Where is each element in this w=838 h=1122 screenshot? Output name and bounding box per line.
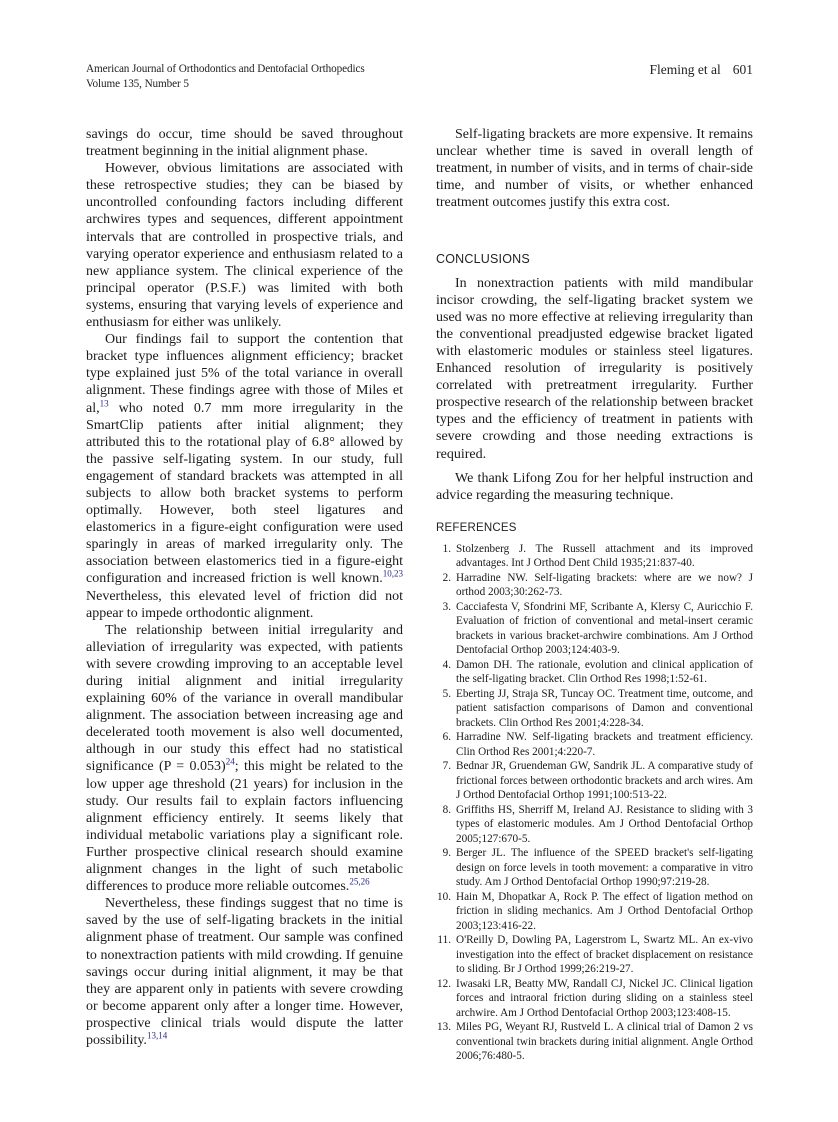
- paragraph: However, obvious limitations are associated with these retrospective studies; they can be biased by uncontrolled confounding factors including different archwires types and sequences, different appointment intervals that are controlled in prospective trials, and varying operator experience and enthusiasm related to a new appliance system. The clinical experience of the principal operator (P.S.F.) was limited with both systems, ensuring that varying levels of experience and enthusiasm for either was unlikely.: [86, 161, 403, 331]
- reference-number: 1.: [442, 542, 451, 555]
- text-run: Nevertheless, these findings suggest that no time is saved by the use of self-ligating brackets in the initial alignment phase of treatment. Our sample was confined to nonextraction patients with mild crowding. If genuine savings occur during initial alignment, it may be that they are apparent only in patients with severe crowding or become apparent only after a longer time. However, prospective clinical trials would dispute the latter possibility.: [86, 896, 403, 1048]
- reference-text: Cacciafesta V, Sfondrini MF, Scribante A, Klersy C, Auricchio F. Evaluation of friction of conventional and metal-insert ceramic brackets in various bracket-archwire combinations. Am J Orthod Dentofacial Orthop 2003;124:403-9.: [456, 600, 753, 657]
- reference-text: Damon DH. The rationale, evolution and clinical application of the self-ligating bracket. Clin Orthod Res 1998;1:52-61.: [456, 658, 753, 686]
- left-column: [86, 126, 403, 1049]
- author-page: [650, 62, 754, 77]
- reference-text: Harradine NW. Self-ligating brackets: where are we now? J orthod 2003;30:262-73.: [456, 571, 753, 599]
- text-run: who noted 0.7 mm more irregularity in the SmartClip patients after initial alignment; they attributed this to the rotational play of 6.8° allowed by the passive self-ligating system. In our study, full engagement of standard brackets was attempted in all subjects to allow both bracket systems to perform optimally. However, both steel ligatures and elastomerics in a figure-eight configuration were used sparingly in areas of marked irregularity only. The association between elastomerics tied in a figure-eight configuration and increased friction is well known.: [86, 400, 403, 587]
- reference-text: Stolzenberg J. The Russell attachment and its improved advantages. Int J Orthod Dent Child 1935;21:837-40.: [456, 542, 753, 570]
- citation-link[interactable]: 24: [225, 756, 235, 767]
- paragraph: [86, 331, 403, 622]
- paragraph: savings do occur, time should be saved throughout treatment beginning in the initial alignment phase.: [86, 127, 403, 160]
- conclusions-paragraph: In nonextraction patients with mild mandibular incisor crowding, the self-ligating bracket system we used was no more effective at relieving irregularity than the conventional preadjusted edgewise bracket ligated with elastomeric modules or stainless steel ligatures. Enhanced resolution of irregularity is positively correlated with pretreatment irregularity. Further prospective research of the relationship between bracket types and the efficiency of treatment in patients with severe crowding and those needing extractions is required.: [436, 275, 753, 462]
- reference-text: Eberting JJ, Straja SR, Tuncay OC. Treatment time, outcome, and patient satisfaction comparisons of Damon and conventional brackets. Clin Orthod Res 2001;4:228-34.: [456, 687, 753, 729]
- reference-number: 2.: [442, 571, 451, 584]
- running-authors: Fleming et al: [649, 62, 721, 77]
- reference-number: 5.: [442, 687, 451, 700]
- reference-item: [436, 977, 753, 1021]
- reference-number: 4.: [442, 658, 451, 671]
- reference-number: 10.: [437, 890, 451, 903]
- reference-item: [436, 687, 753, 731]
- reference-item: [436, 571, 753, 600]
- journal-title: American Journal of Orthodontics and Dentofacial Orthopedics: [86, 63, 365, 75]
- text-run: Our findings fail to support the contention that bracket type influences alignment efficiency; bracket type explained just 5% of the total variance in overall alignment. These findings agree with those of Miles et al,: [86, 332, 403, 416]
- reference-item: [436, 542, 753, 571]
- text-run: Nevertheless, this elevated level of friction did not appear to impede orthodontic alignment.: [86, 588, 403, 621]
- reference-item: [436, 803, 753, 847]
- reference-text: Harradine NW. Self-ligating brackets and treatment efficiency. Clin Orthod Res 2001;4:220-7.: [456, 731, 753, 758]
- citation-link[interactable]: 25,26: [349, 876, 370, 887]
- citation-link[interactable]: 10,23: [382, 568, 403, 579]
- reference-text: Bednar JR, Gruendeman GW, Sandrik JL. A comparative study of frictional forces between orthodontic brackets and arch wires. Am J Orthod Dentofacial Orthop 1991;100:513-22.: [456, 760, 753, 802]
- reference-number: 12.: [437, 977, 451, 990]
- paragraph: Self-ligating brackets are more expensive. It remains unclear whether time is saved in overall length of treatment, in number of visits, and in terms of chair-side time, and number of visits, or whether enhanced treatment outcomes justify this extra cost.: [436, 127, 753, 211]
- reference-number: 7.: [442, 760, 451, 773]
- reference-text: Miles PG, Weyant RJ, Rustveld L. A clinical trial of Damon 2 vs conventional twin brackets during initial alignment. Angle Orthod 2006;76:480-5.: [456, 1021, 753, 1063]
- reference-item: [436, 933, 753, 977]
- reference-text: O'Reilly D, Dowling PA, Lagerstrom L, Swartz ML. An ex-vivo investigation into the effect of bracket displacement on resistance to sliding. Br J Orthod 1999;26:219-27.: [456, 934, 753, 976]
- acknowledgment-paragraph: We thank Lifong Zou for her helpful instruction and advice regarding the measuring technique.: [436, 470, 753, 503]
- section-heading-references: REFERENCES: [436, 521, 517, 534]
- right-column: [436, 126, 753, 1064]
- reference-item: [436, 658, 753, 687]
- citation-link[interactable]: 13: [99, 397, 109, 408]
- page-number: 601: [732, 62, 753, 77]
- reference-text: Iwasaki LR, Beatty MW, Randall CJ, Nickel JC. Clinical ligation forces and intraoral friction during sliding on a stainless steel archwire. Am J Orthod Dentofacial Orthop 2003;123:408-15.: [456, 977, 753, 1019]
- reference-list: [436, 542, 753, 1064]
- reference-number: 8.: [442, 803, 451, 816]
- reference-number: 11.: [437, 934, 451, 947]
- citation-link[interactable]: 13,14: [146, 1030, 168, 1041]
- journal-volume: Volume 135, Number 5: [86, 78, 189, 90]
- text-run: ; this might be related to the low upper age threshold (21 years) for inclusion in the study. Our results fail to explain factors influencing alignment efficiency entirely. It seems likely that individual metabolic variations play a significant role. Further prospective clinical research should examine alignment changes in the light of such metabolic differences to produce more reliable outcomes.: [86, 759, 404, 895]
- reference-number: 13.: [437, 1021, 451, 1034]
- reference-item: [436, 1020, 753, 1064]
- reference-number: 3.: [442, 600, 451, 613]
- reference-text: Griffiths HS, Sherriff M, Ireland AJ. Resistance to sliding with 3 types of elastomeric modules. Am J Orthod Dentofacial Orthop 2005;127:670-5.: [456, 803, 753, 845]
- journal-info: [86, 62, 365, 92]
- section-heading-conclusions: CONCLUSIONS: [436, 252, 530, 267]
- reference-number: 9.: [442, 847, 451, 860]
- reference-text: Berger JL. The influence of the SPEED bracket's self-ligating design on force levels in tooth movement: a comparative in vitro study. Am J Orthod Dentofacial Orthop 1990;97:219-28.: [456, 847, 753, 889]
- paragraph: [86, 622, 403, 896]
- text-run: The relationship between initial irregularity and alleviation of irregularity was expected, with patients with severe crowding improving to an acceptable level during initial alignment and initial irregularity explaining 60% of the variance in overall mandibular alignment. The association between increasing age and decelerated tooth movement is also well documented, although in our study this effect had no statistical significance (P = 0.053): [86, 622, 403, 775]
- reference-item: [436, 759, 753, 803]
- reference-text: Hain M, Dhopatkar A, Rock P. The effect of ligation method on friction in sliding mechanics. Am J Orthod Dentofacial Orthop 2003;123:416-22.: [456, 890, 753, 932]
- reference-number: 6.: [442, 731, 451, 744]
- reference-item: [436, 600, 753, 658]
- paragraph: [86, 895, 403, 1049]
- reference-item: [436, 846, 753, 890]
- reference-item: [436, 890, 753, 934]
- reference-item: [436, 730, 753, 759]
